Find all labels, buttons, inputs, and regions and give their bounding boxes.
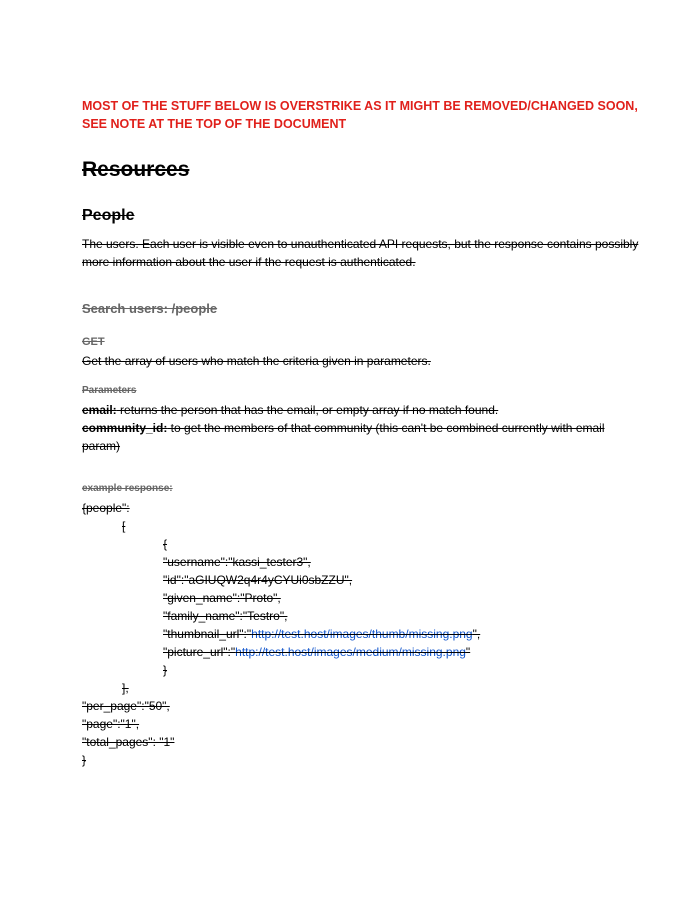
people-description: The users. Each user is visible even to unauthenticated API requests, but the response contains possibly more information about the user if the request is authenticated. [82, 237, 639, 269]
code-line: "page":"1", [82, 717, 140, 731]
overstrike-notice: MOST OF THE STUFF BELOW IS OVERSTRIKE AS IT MIGHT BE REMOVED/CHANGED SOON, SEE NOTE AT THE TOP OF THE DOCUMENT [82, 99, 638, 131]
code-text: ", [472, 627, 481, 641]
param-name: community_id: [82, 421, 168, 435]
code-line: "username":"kassi_tester3", [163, 555, 311, 569]
code-line [163, 625, 480, 643]
code-line: } [82, 753, 87, 767]
method-label: GET [82, 336, 105, 348]
param-community-id [82, 419, 642, 455]
code-line: "per_page":"50", [82, 699, 170, 713]
code-line: [ [122, 519, 126, 533]
code-line: "id":"aGIUQW2q4r4yCYUi0sbZZU", [163, 573, 353, 587]
method-description: Get the array of users who match the criteria given in parameters. [82, 354, 431, 368]
search-users-heading: Search users: /people [82, 301, 218, 316]
people-heading: People [82, 207, 135, 224]
param-name: email: [82, 403, 117, 417]
code-line: "family_name":"Testro", [163, 609, 288, 623]
code-text: " [465, 645, 471, 659]
code-text: "picture_url":" [163, 645, 236, 659]
code-line: "given_name":"Proto", [163, 591, 281, 605]
param-desc: returns the person that has the email, or empty array if no match found. [116, 403, 499, 417]
code-line: {people": [82, 501, 130, 515]
thumbnail-url-link[interactable]: http://test.host/images/thumb/missing.png [251, 627, 473, 641]
code-line: ], [122, 681, 129, 695]
code-line: { [163, 537, 168, 551]
picture-url-link[interactable]: http://test.host/images/medium/missing.png [235, 645, 466, 659]
param-email [82, 401, 642, 419]
code-text: "thumbnail_url":" [163, 627, 252, 641]
code-line: "total_pages": "1" [82, 735, 175, 749]
param-desc: to get the members of that community (this can't be combined currently with email param) [82, 421, 605, 453]
resources-heading: Resources [82, 158, 190, 181]
example-response-heading: example response: [82, 483, 173, 494]
code-line [163, 643, 470, 661]
code-line: } [163, 663, 168, 677]
parameters-heading: Parameters [82, 385, 137, 396]
